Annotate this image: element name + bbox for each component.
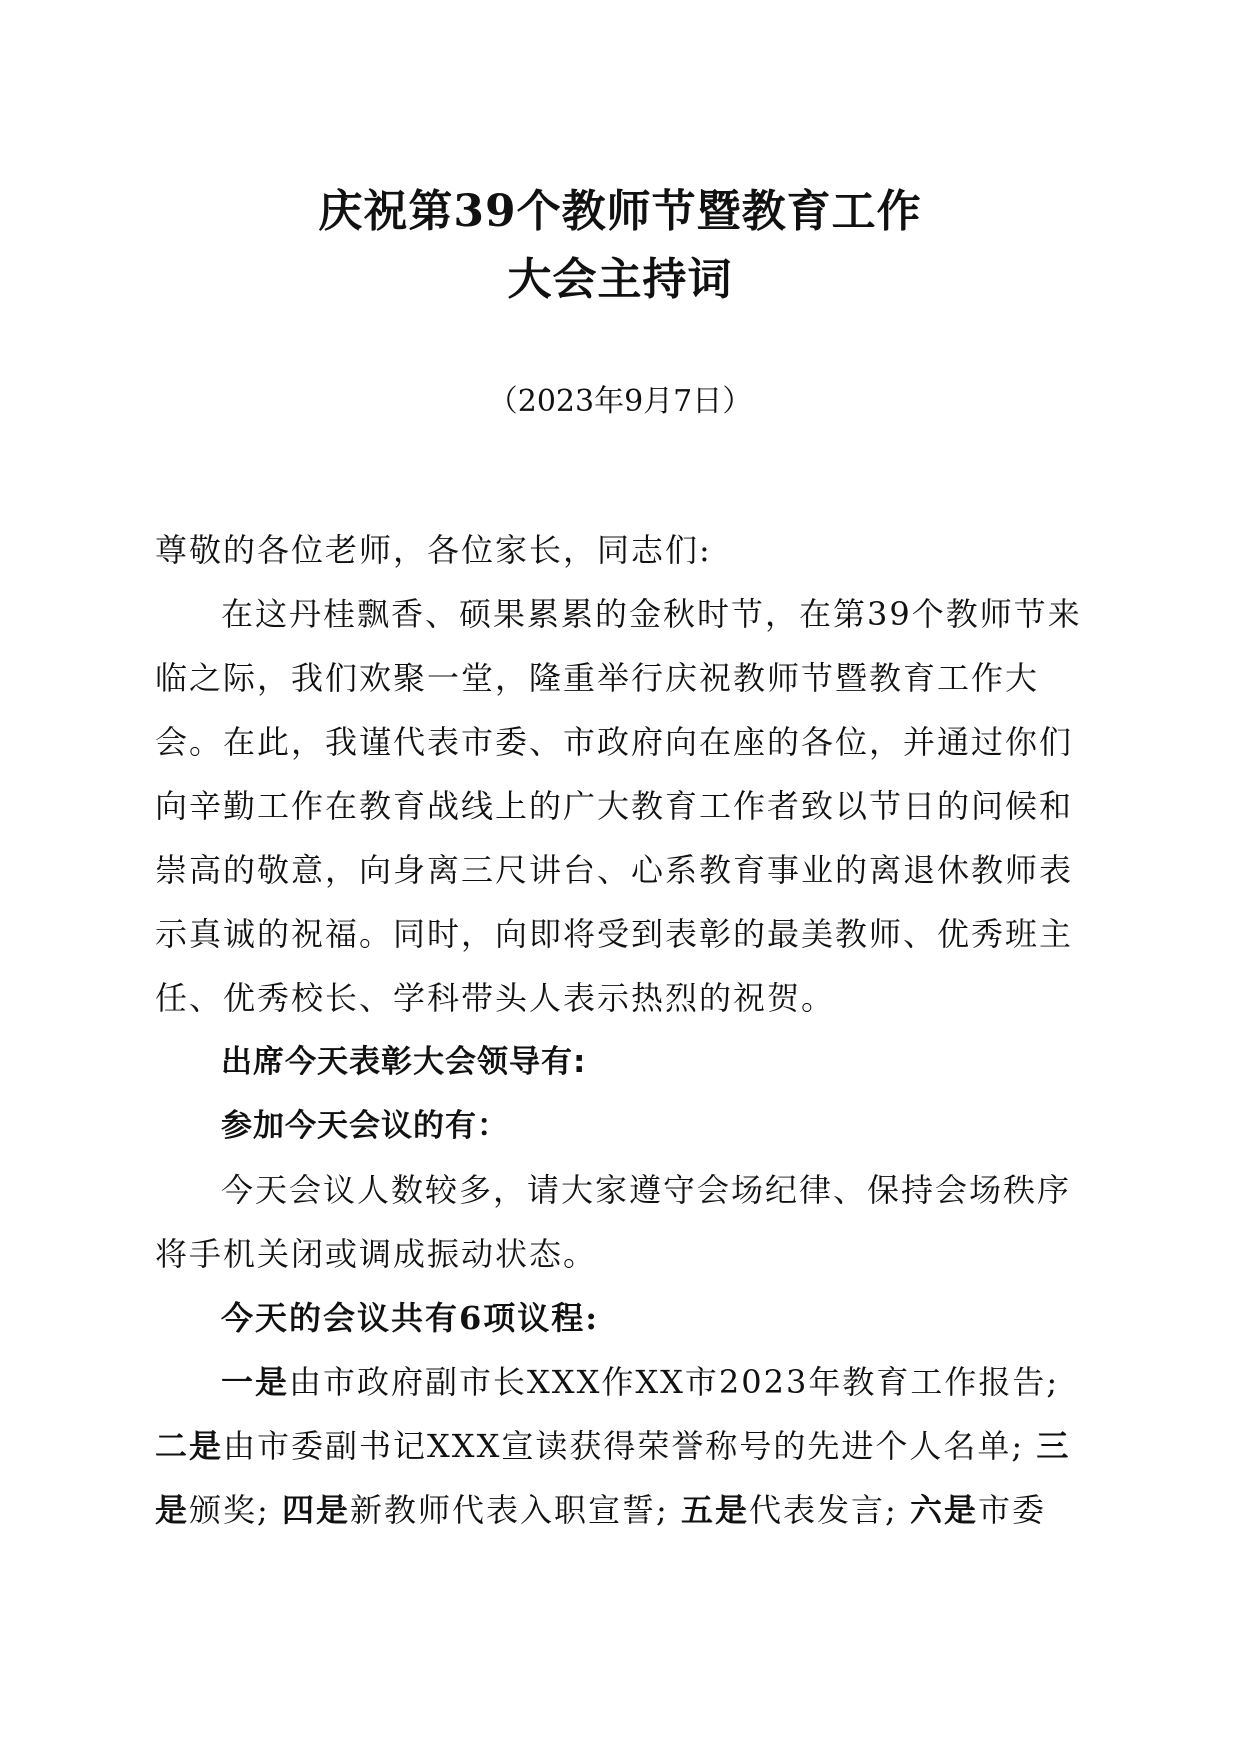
leaders-line: 出席今天表彰大会领导有: (221, 1044, 587, 1080)
agenda-item6-text: 市委 (977, 1491, 1046, 1529)
agenda-item1-text: 由市政府副市长XXX作XX市2023年教育工作报告; (289, 1363, 1060, 1401)
document-title-line1: 庆祝第39个教师节暨教育工作 (318, 186, 922, 237)
document-date: （2023年9月7日） (487, 384, 753, 419)
opening-paragraph: 在这丹桂飘香、硕果累累的金秋时节，在第39个教师节来临之际，我们欢聚一堂，隆重举行庆祝教师节暨教育工作大会。在此，我谨代表市委、市政府向在座的各位，并通过你们向辛勤工作在教育战线上的广大教育工作者致以节日的问候和崇高的敬意，向身离三尺讲台、心系教育事业的离退休教师表示真诚的祝福。同时，向即将受到表彰的最美教师、优秀班主任、优秀校长、学科带头人表示热烈的祝贺。 (155, 595, 1082, 1017)
agenda-item3-label: 三是 (155, 1427, 1071, 1529)
attendees-line: 参加今天会议的有： (221, 1108, 509, 1144)
document-body (155, 518, 1085, 1542)
greeting: 尊敬的各位老师，各位家长，同志们: (155, 531, 712, 569)
agenda-heading: 今天的会议共有6项议程: (221, 1299, 600, 1337)
agenda-item4-text: 新教师代表入职宣誓; (350, 1491, 669, 1529)
agenda-paragraph (155, 1350, 1085, 1542)
agenda-item2-label: 二是 (155, 1427, 224, 1465)
agenda-item3-text: 颁奖; (189, 1491, 270, 1529)
agenda-item1-label: 一是 (221, 1363, 290, 1401)
agenda-item4-label: 四是 (281, 1491, 350, 1529)
agenda-item2-text: 由市委副书记XXX宣读获得荣誉称号的先进个人名单; (223, 1427, 1025, 1465)
document-title-line2: 大会主持词 (507, 254, 733, 305)
agenda-item5-text: 代表发言; (748, 1491, 898, 1529)
agenda-item6-label: 六是 (909, 1491, 978, 1529)
discipline-paragraph: 今天会议人数较多，请大家遵守会场纪律、保持会场秩序将手机关闭或调成振动状态。 (155, 1171, 1072, 1273)
agenda-item5-label: 五是 (680, 1491, 749, 1529)
